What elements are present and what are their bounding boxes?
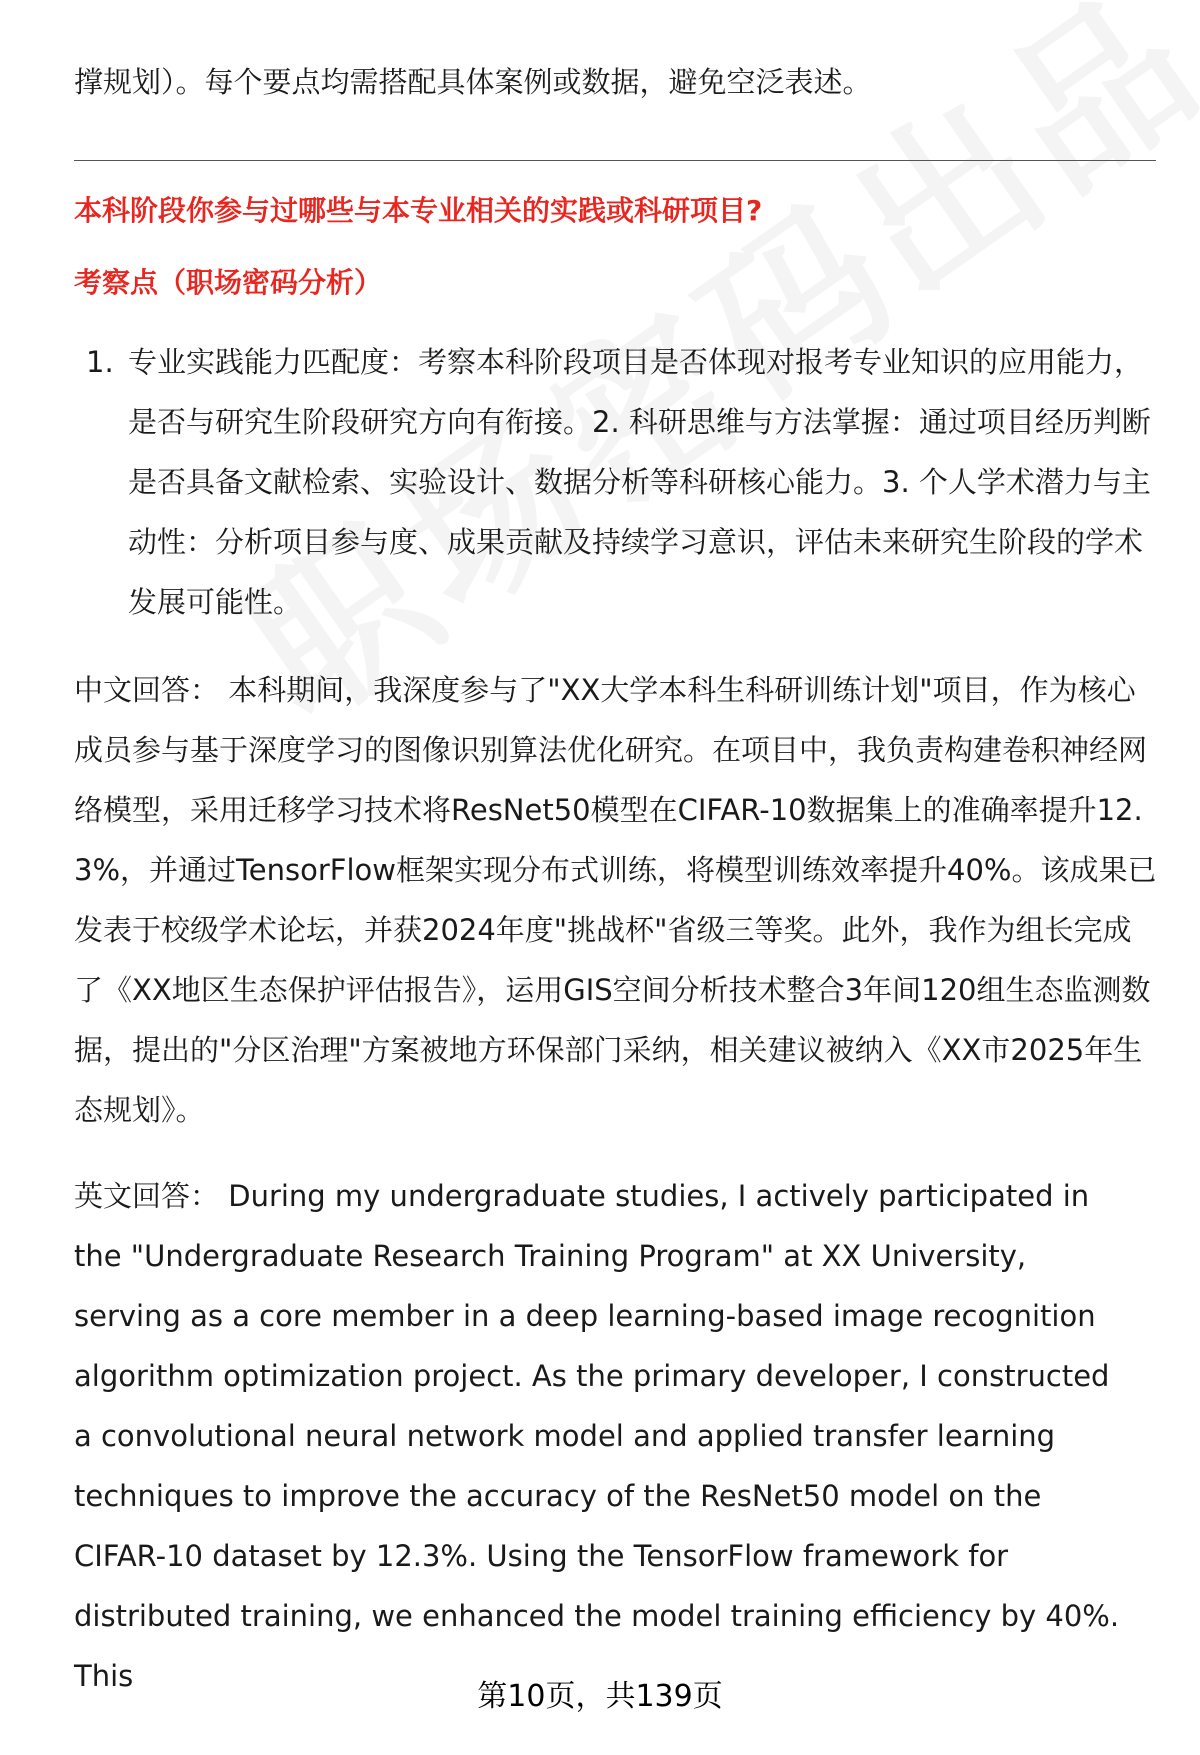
page-number: 第10页，共139页 — [477, 1679, 723, 1714]
english-answer-paragraph — [74, 1166, 1134, 1706]
chinese-answer-text: 本科期间，我深度参与了"XX大学本科生科研训练计划"项目，作为核心成员参与基于深度学习的图像识别算法优化研究。在项目中，我负责构建卷积神经网络模型，采用迁移学习技术将ResNet50模型在CIFAR-10数据集上的准确率提升12.3%，并通过TensorFlow框架实现分布式训练，将模型训练效率提升40%。该成果已发表于校级学术论坛，并获2024年度"挑战杯"省级三等奖。此外，我作为组长完成了《XX地区生态保护评估报告》，运用GIS空间分析技术整合3年间120组生态监测数据，提出的"分区治理"方案被地方环保部门采纳，相关建议被纳入《XX市2025年生态规划》。 — [74, 673, 1157, 1127]
chinese-answer-label: 中文回答： — [74, 673, 220, 707]
continued-paragraph: 撑规划）。每个要点均需搭配具体案例或数据，避免空泛表述。 — [74, 65, 872, 99]
points-heading: 考察点（职场密码分析） — [74, 266, 383, 299]
english-answer-label: 英文回答： — [74, 1179, 220, 1213]
list-item-text: 专业实践能力匹配度：考察本科阶段项目是否体现对报考专业知识的应用能力，是否与研究生阶段研究方向有衔接。2. 科研思维与方法掌握：通过项目经历判断是否具备文献检索、实验设计、数据分析等科研核心能力。3. 个人学术潜力与主动性：分析项目参与度、成果贡献及持续学习意识，评估未来研究生阶段的学术发展可能性。 — [128, 345, 1151, 619]
english-answer — [74, 1166, 1134, 1706]
list-item — [74, 332, 1159, 632]
section-divider — [74, 160, 1156, 161]
chinese-answer-paragraph — [74, 660, 1159, 1140]
question-heading: 本科阶段你参与过哪些与本专业相关的实践或科研项目? — [74, 194, 763, 227]
chinese-answer — [74, 660, 1159, 1140]
english-answer-text: During my undergraduate studies, I actively participated in the "Undergraduate Research Training Program" at XX University, serving as a core member in a deep learning-based image recognition algorithm optimization project. As the primary developer, I constructed a convolutional neural network model and applied transfer learning techniques to improve the accuracy of the ResNet50 model on the CIFAR-10 dataset by 12.3%. Using the TensorFlow framework for distributed training, we enhanced the model training efficiency by 40%. This — [74, 1179, 1120, 1693]
points-list — [74, 332, 1159, 632]
list-item-number: 1. — [86, 345, 114, 379]
